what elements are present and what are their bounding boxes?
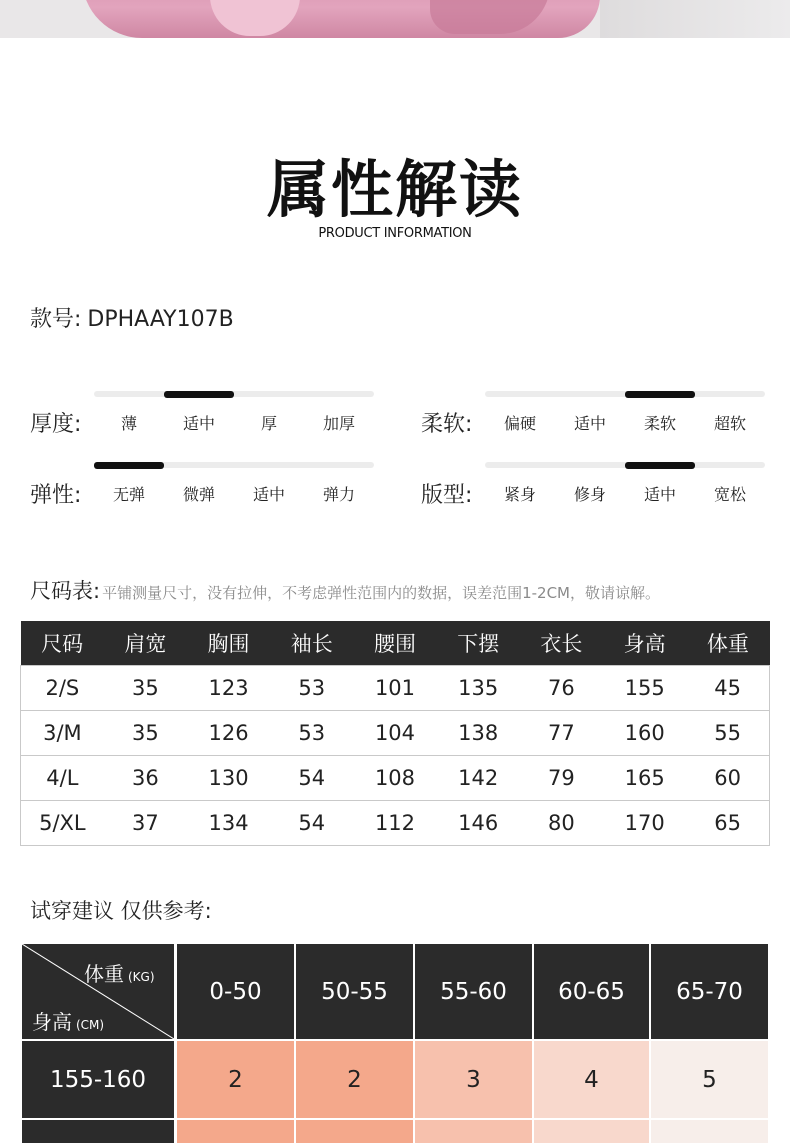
attribute-option: 弹力 [322,485,355,504]
size-table-header-row [21,621,770,665]
table-cell: 160 [603,710,686,755]
table-cell: 130 [187,755,270,800]
product-photo [0,0,790,38]
table-cell: 135 [437,665,520,710]
recommended-size-cell: 4 [534,1041,649,1118]
recommendation-corner-header [22,944,174,1039]
weight-axis-label [84,958,155,987]
attribute-label: 弹性: [30,483,82,508]
weight-range-header: 65-70 [651,944,768,1039]
photo-background [600,0,790,38]
table-cell: 142 [437,755,520,800]
size-table-header: 肩宽 [104,621,187,665]
section-subtitle: PRODUCT INFORMATION [318,226,472,241]
attribute-option: 薄 [120,414,137,433]
weight-range-header: 0-50 [177,944,294,1039]
table-row [21,665,770,710]
size-chart-table [20,621,770,846]
recommendation-grid [22,944,768,1143]
table-cell: 53 [270,665,353,710]
table-cell: 35 [104,710,187,755]
table-cell: 170 [603,800,686,845]
model-label: 款号: [30,307,82,332]
attribute-label: 柔软: [421,412,473,437]
model-number [30,302,234,333]
attribute-indicator [164,391,234,398]
attribute-option: 微弹 [182,485,215,504]
attribute-option: 适中 [643,485,676,504]
size-table-header: 衣长 [520,621,603,665]
attribute-label: 版型: [421,483,473,508]
weight-unit: (KG) [128,970,155,984]
attribute-softness [421,391,771,451]
table-cell: 138 [437,710,520,755]
attribute-elasticity [30,462,380,522]
table-cell: 37 [104,800,187,845]
table-cell: 146 [437,800,520,845]
table-cell: 80 [520,800,603,845]
recommended-size-cell: 5 [651,1041,768,1118]
table-cell: 165 [603,755,686,800]
size-chart-label: 尺码表: [30,579,101,603]
recommended-size-cell: 2 [177,1041,294,1118]
recommended-size-cell: 3 [415,1041,532,1118]
attribute-thickness [30,391,380,451]
attribute-track [485,462,765,468]
attribute-option: 适中 [573,414,606,433]
table-cell: 55 [686,710,769,755]
table-cell: 101 [353,665,436,710]
table-cell: 112 [353,800,436,845]
table-cell: 155 [603,665,686,710]
height-label: 身高 [32,1010,72,1034]
table-cell: 79 [520,755,603,800]
height-range-header: 155-160 [22,1041,174,1118]
attribute-indicator [625,391,695,398]
recommended-size-cell [651,1120,768,1143]
attribute-option: 超软 [713,414,746,433]
attribute-option: 适中 [252,485,285,504]
weight-range-header: 50-55 [296,944,413,1039]
attribute-option: 柔软 [643,414,676,433]
attribute-label: 厚度: [30,412,82,437]
attribute-track [94,391,374,397]
section-title: 属性解读 [266,153,523,226]
size-table-header: 袖长 [270,621,353,665]
table-cell: 35 [104,665,187,710]
recommended-size-cell [415,1120,532,1143]
recommended-size-cell [177,1120,294,1143]
table-cell: 60 [686,755,769,800]
table-cell: 36 [104,755,187,800]
weight-range-header: 55-60 [415,944,532,1039]
table-cell: 45 [686,665,769,710]
size-table-header: 体重 [686,621,769,665]
table-cell: 76 [520,665,603,710]
size-chart-note: 平铺测量尺寸，没有拉伸，不考虑弹性范围内的数据，误差范围1-2CM，敬请谅解。 [102,584,660,602]
model-value: DPHAAY107B [87,307,234,332]
attribute-option: 无弹 [112,485,145,504]
table-cell: 4/L [21,755,104,800]
table-cell: 123 [187,665,270,710]
recommended-size-cell [534,1120,649,1143]
attribute-fit [421,462,771,522]
table-cell: 104 [353,710,436,755]
attribute-option: 紧身 [503,485,536,504]
size-table-header: 身高 [603,621,686,665]
attribute-track [485,391,765,397]
size-chart-title [30,575,660,605]
attribute-option: 加厚 [322,414,355,433]
size-table-header: 尺码 [21,621,104,665]
size-table-header: 胸围 [187,621,270,665]
table-cell: 134 [187,800,270,845]
table-cell: 54 [270,800,353,845]
size-table-header: 下摆 [437,621,520,665]
table-row [21,800,770,845]
table-cell: 108 [353,755,436,800]
table-cell: 77 [520,710,603,755]
attribute-option: 适中 [182,414,215,433]
attribute-option: 修身 [573,485,606,504]
recommended-size-cell [296,1120,413,1143]
table-cell: 126 [187,710,270,755]
table-cell: 5/XL [21,800,104,845]
table-cell: 53 [270,710,353,755]
height-axis-label [32,1006,104,1035]
table-cell: 2/S [21,665,104,710]
height-range-header [22,1120,174,1143]
attribute-indicator [94,462,164,469]
height-unit: (CM) [76,1018,105,1032]
table-cell: 54 [270,755,353,800]
attribute-track [94,462,374,468]
size-table-header: 腰围 [353,621,436,665]
table-cell: 65 [686,800,769,845]
recommendation-title: 试穿建议 仅供参考: [30,899,212,923]
table-row [21,755,770,800]
attribute-option: 偏硬 [503,414,536,433]
table-cell: 3/M [21,710,104,755]
attribute-option: 厚 [260,414,277,433]
recommended-size-cell: 2 [296,1041,413,1118]
table-row [21,710,770,755]
weight-label: 体重 [84,962,124,986]
attribute-option: 宽松 [713,485,746,504]
weight-range-header: 60-65 [534,944,649,1039]
attribute-indicator [625,462,695,469]
